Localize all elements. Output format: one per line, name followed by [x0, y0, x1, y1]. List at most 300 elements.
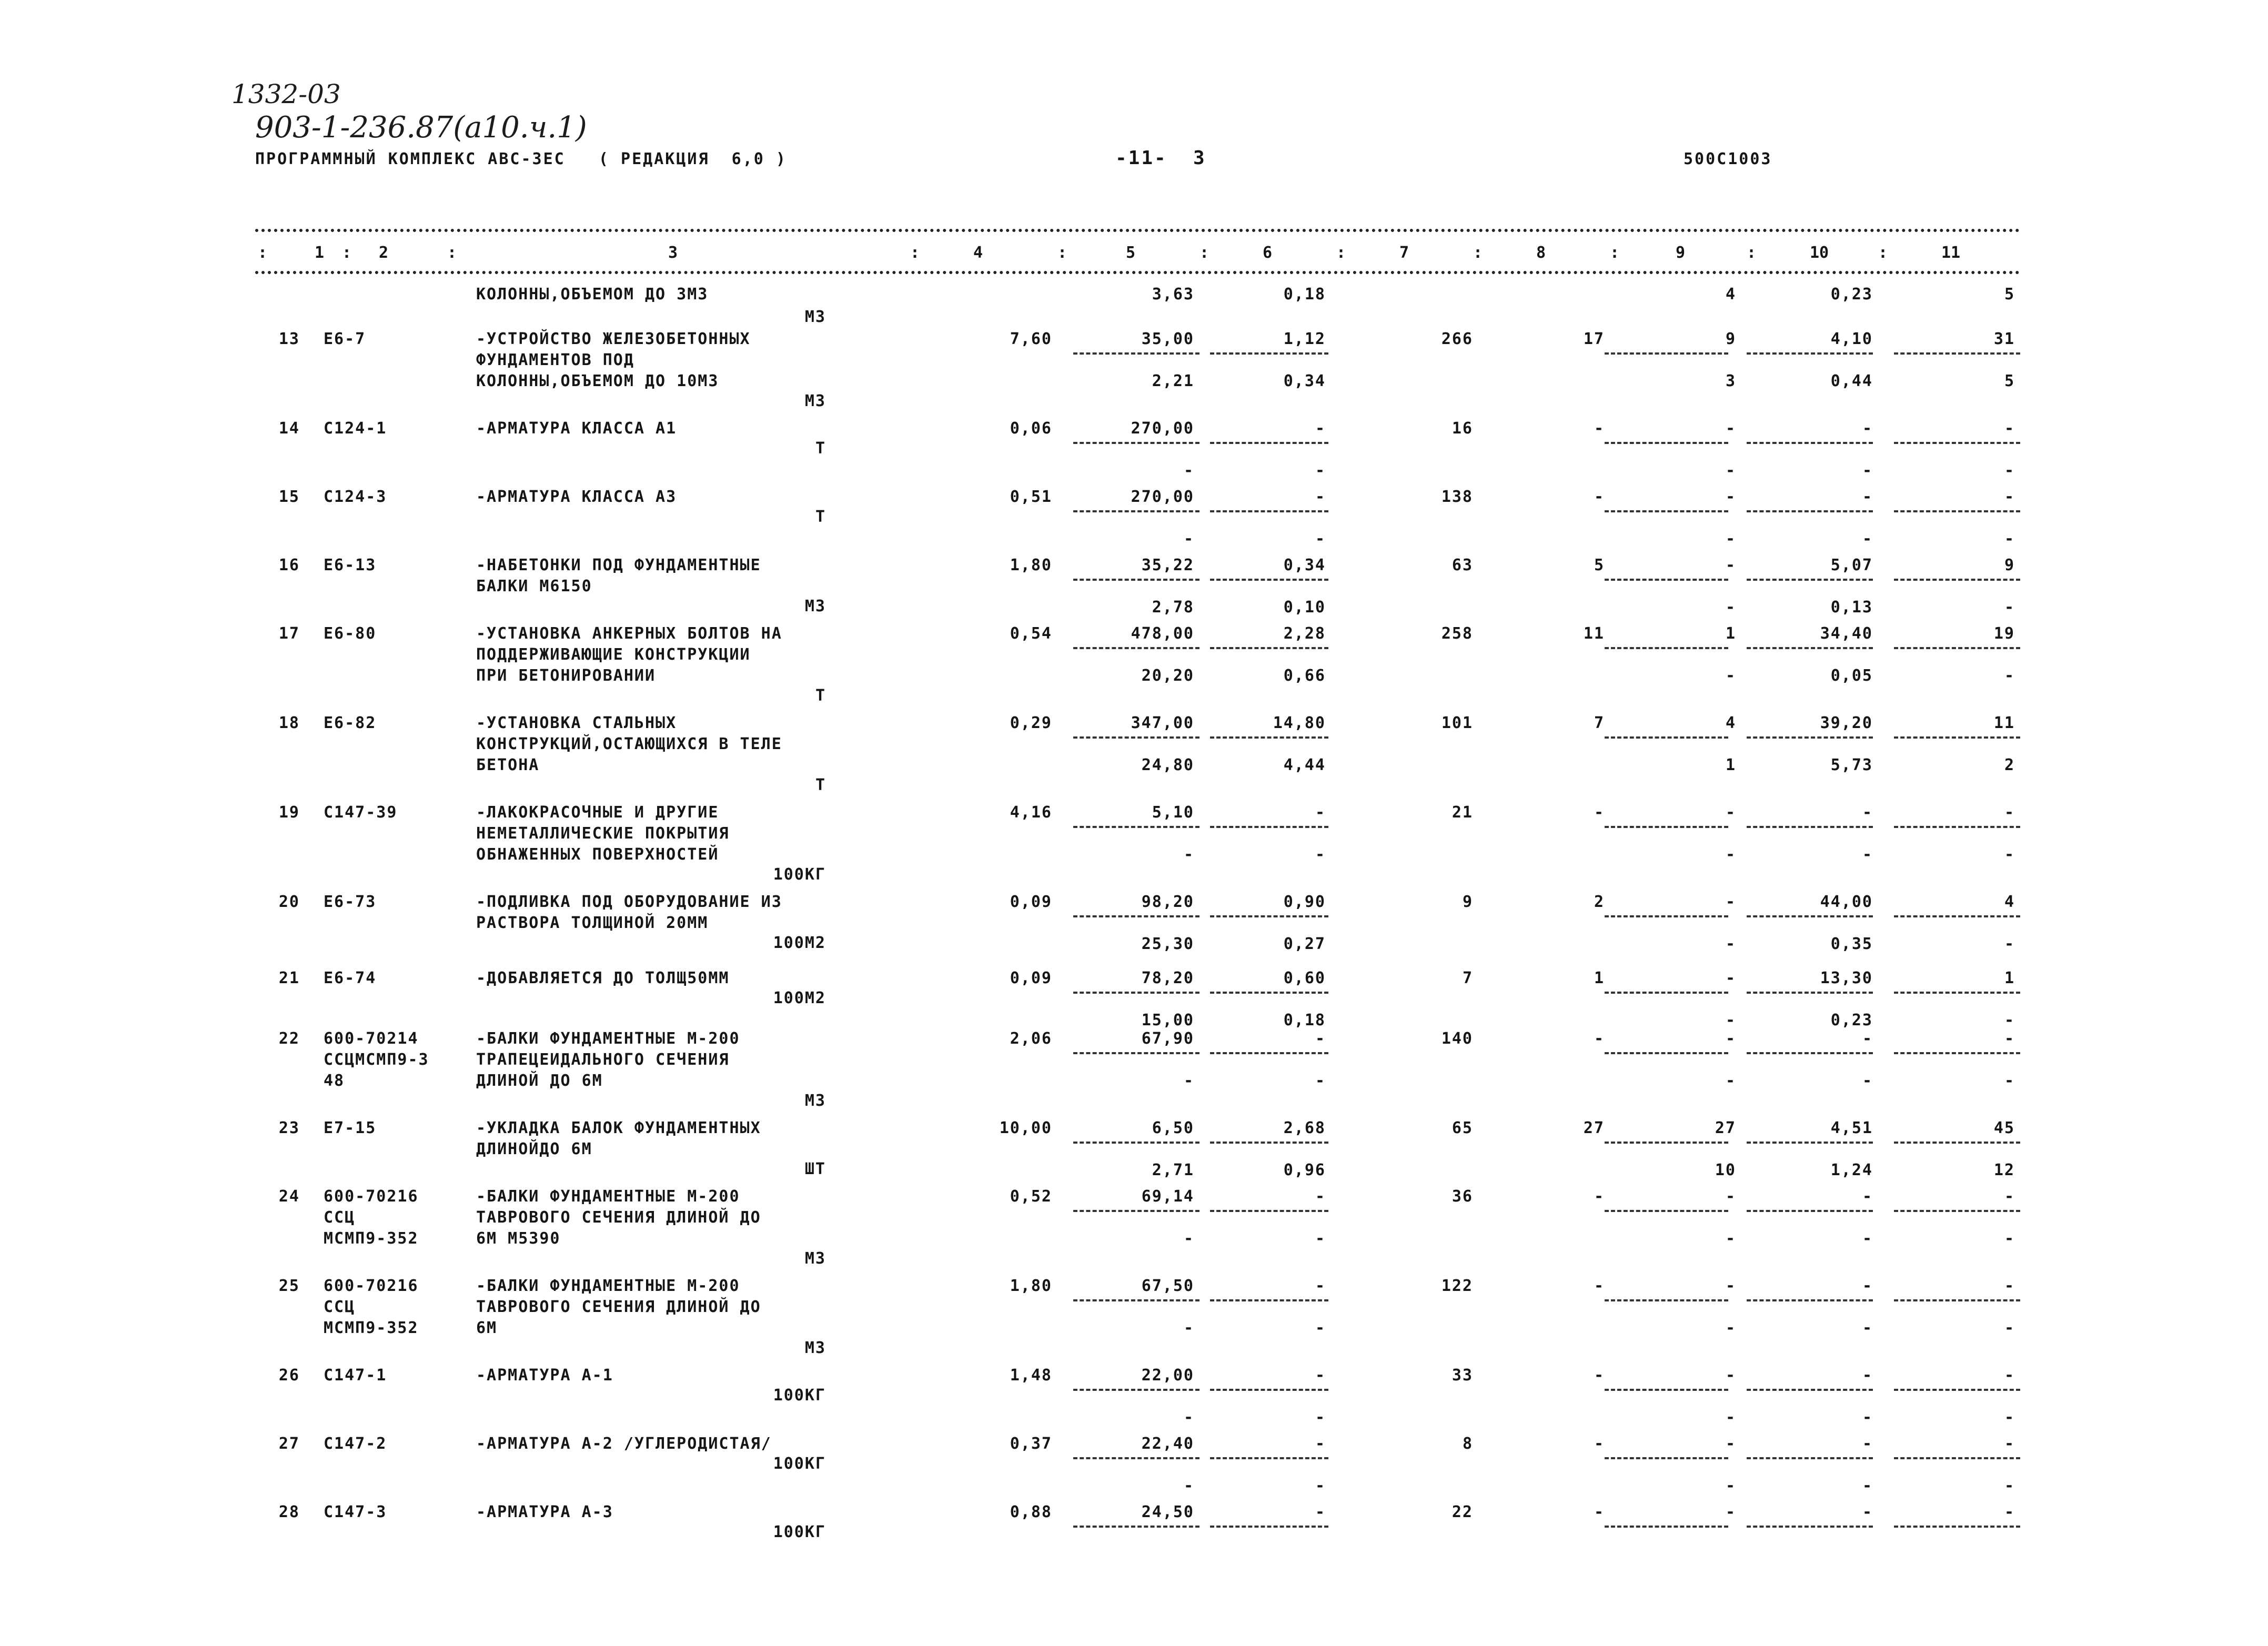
row-col4: 1,48 — [1010, 1366, 1052, 1385]
row-col5: 5,10 — [1152, 803, 1194, 822]
row-number: 14 — [278, 419, 300, 438]
row-number: 21 — [278, 969, 300, 987]
row-description: -ПОДЛИВКА ПОД ОБОРУДОВАНИЕ ИЗ РАСТВОРА ТОЛЩИНОЙ 20ММ — [476, 893, 782, 932]
row-divider — [1073, 1142, 1199, 1144]
row-col5: 478,00 — [1131, 624, 1194, 643]
row-col6: 0,34 — [1283, 556, 1326, 574]
row-divider — [1747, 1210, 1873, 1212]
column-divider: : — [1057, 244, 1067, 262]
row-divider — [1747, 1299, 1873, 1301]
row-divider — [1894, 992, 2020, 994]
row-col9: - — [1725, 488, 1736, 506]
row-sub-col6: - — [1315, 845, 1326, 864]
row-divider — [1073, 442, 1199, 444]
row-sub-col9: - — [1725, 935, 1736, 953]
row-sub-col11: - — [2004, 667, 2015, 685]
row-description: -АРМАТУРА А-2 /УГЛЕРОДИСТАЯ/ — [476, 1435, 772, 1453]
row-col10: - — [1862, 1029, 1873, 1048]
row-code: С147-39 — [324, 803, 398, 822]
row-col7: 266 — [1441, 330, 1473, 348]
row-sub-col11: - — [2004, 845, 2015, 864]
row-col7: 101 — [1441, 714, 1473, 732]
row-sub-col9: - — [1725, 1477, 1736, 1495]
column-divider: : — [1878, 244, 1888, 262]
row-col11: - — [2004, 1435, 2015, 1453]
row-col7: 140 — [1441, 1029, 1473, 1048]
row-sub-col10: - — [1862, 1072, 1873, 1090]
row-sub-col11: - — [2004, 1229, 2015, 1248]
row-divider — [1073, 1526, 1199, 1528]
row-divider — [1894, 579, 2020, 581]
row-col8: 2 — [1594, 893, 1605, 911]
row-divider — [1073, 736, 1199, 739]
row-col6: - — [1315, 1503, 1326, 1521]
row-col7: 16 — [1451, 419, 1473, 438]
row-sub-col10: 0,13 — [1830, 598, 1873, 617]
row-sub-col6: - — [1315, 1477, 1326, 1495]
row-col11: 11 — [1993, 714, 2015, 732]
row-col4: 0,88 — [1010, 1503, 1052, 1521]
row-divider — [1073, 1052, 1199, 1054]
row-col4: 1,80 — [1010, 1277, 1052, 1295]
row-col9: - — [1725, 556, 1736, 574]
row-sub-col9: - — [1725, 667, 1736, 685]
row-col10: - — [1862, 803, 1873, 822]
row-col10: 39,20 — [1820, 714, 1873, 732]
row-sub-col6: 0,96 — [1283, 1161, 1326, 1179]
row-divider — [1210, 1299, 1328, 1301]
row-sub-col6: - — [1315, 530, 1326, 548]
row-divider — [1605, 1389, 1728, 1391]
row-sub-col11: - — [2004, 1477, 2015, 1495]
program-title: ПРОГРАММНЫЙ КОМПЛЕКС АВС-3ЕС ( РЕДАКЦИЯ 6,0 ) — [255, 150, 787, 168]
row-divider — [1073, 915, 1199, 917]
row-col5: 22,00 — [1141, 1366, 1194, 1385]
row-col6: - — [1315, 488, 1326, 506]
row-col9: 9 — [1725, 330, 1736, 348]
row-divider — [1605, 352, 1728, 355]
row-col5: 24,50 — [1141, 1503, 1194, 1521]
row-col11: - — [2004, 419, 2015, 438]
row-number: 16 — [278, 556, 300, 574]
row-col4: 1,80 — [1010, 556, 1052, 574]
row-divider — [1073, 826, 1199, 828]
row-divider — [1747, 647, 1873, 649]
row-divider — [1210, 352, 1328, 355]
row-divider — [1073, 992, 1199, 994]
row-col8: 17 — [1583, 330, 1605, 348]
row-description: -АРМАТУРА КЛАССА А3 — [476, 488, 677, 506]
row-col5: 35,00 — [1141, 330, 1194, 348]
page-number: -11- 3 — [1115, 147, 1206, 169]
row-col8: - — [1594, 1029, 1605, 1048]
row-divider — [1073, 1389, 1199, 1391]
row-col4: 4,16 — [1010, 803, 1052, 822]
row-sub-col10: - — [1862, 461, 1873, 480]
row-code: 600-70214 ССЦМСМП9-3 48 — [324, 1029, 429, 1090]
row-divider — [1747, 1526, 1873, 1528]
continuation-col6: 0,18 — [1283, 285, 1326, 304]
row-sub-col5: 25,30 — [1141, 935, 1194, 953]
column-header: 7 — [1399, 244, 1409, 262]
row-divider — [1894, 352, 2020, 355]
row-divider — [1210, 510, 1328, 512]
row-description: -УСТАНОВКА СТАЛЬНЫХ КОНСТРУКЦИЙ,ОСТАЮЩИХСЯ В ТЕЛЕ БЕТОНА — [476, 714, 782, 774]
row-number: 24 — [278, 1187, 300, 1206]
row-number: 13 — [278, 330, 300, 348]
row-unit: 100КГ — [773, 865, 826, 884]
column-header: 1 — [315, 244, 325, 262]
row-sub-col5: - — [1183, 1072, 1194, 1090]
row-divider — [1894, 736, 2020, 739]
row-number: 18 — [278, 714, 300, 732]
row-col5: 67,50 — [1141, 1277, 1194, 1295]
row-number: 20 — [278, 893, 300, 911]
row-divider — [1073, 1457, 1199, 1459]
row-col10: 13,30 — [1820, 969, 1873, 987]
row-sub-col11: - — [2004, 935, 2015, 953]
row-divider — [1894, 1052, 2020, 1054]
row-description: -УКЛАДКА БАЛОК ФУНДАМЕНТНЫХ ДЛИНОЙДО 6М — [476, 1119, 761, 1158]
row-col7: 33 — [1451, 1366, 1473, 1385]
column-divider: : — [258, 244, 268, 262]
row-col7: 9 — [1462, 893, 1473, 911]
row-divider — [1210, 826, 1328, 828]
row-col9: - — [1725, 419, 1736, 438]
row-sub-col10: 0,35 — [1830, 935, 1873, 953]
row-col10: 44,00 — [1820, 893, 1873, 911]
row-divider — [1894, 1389, 2020, 1391]
row-code: Е6-82 — [324, 714, 377, 732]
row-col11: - — [2004, 1187, 2015, 1206]
row-sub-col6: 0,18 — [1283, 1011, 1326, 1029]
row-col8: 5 — [1594, 556, 1605, 574]
row-divider — [1894, 826, 2020, 828]
row-sub-col5: - — [1183, 1319, 1194, 1337]
row-sub-col11: - — [2004, 530, 2015, 548]
row-col4: 0,09 — [1010, 893, 1052, 911]
row-col11: 4 — [2004, 893, 2015, 911]
row-col6: - — [1315, 419, 1326, 438]
row-unit: М3 — [804, 1092, 826, 1110]
row-col11: - — [2004, 803, 2015, 822]
column-divider: : — [342, 244, 352, 262]
row-sub-col5: 2,78 — [1152, 598, 1194, 617]
row-sub-col11: 5 — [2004, 372, 2015, 390]
row-divider — [1747, 352, 1873, 355]
row-sub-col6: - — [1315, 1319, 1326, 1337]
handwritten-project: 903-1-236.87(а10.ч.1) — [255, 110, 587, 145]
row-number: 19 — [278, 803, 300, 822]
row-divider — [1894, 647, 2020, 649]
column-header: 2 — [379, 244, 389, 262]
handwritten-code: 1332-03 — [231, 79, 341, 109]
row-divider — [1073, 352, 1199, 355]
row-col4: 0,29 — [1010, 714, 1052, 732]
row-sub-col5: 20,20 — [1141, 667, 1194, 685]
row-sub-col11: - — [2004, 1072, 2015, 1090]
row-description: -АРМАТУРА КЛАССА А1 — [476, 419, 677, 438]
row-divider — [1210, 647, 1328, 649]
row-col8: - — [1594, 419, 1605, 438]
row-col11: 45 — [1993, 1119, 2015, 1137]
row-number: 26 — [278, 1366, 300, 1385]
continuation-col5: 3,63 — [1152, 285, 1194, 304]
row-unit: 100КГ — [773, 1523, 826, 1541]
row-col6: - — [1315, 803, 1326, 822]
column-header: 10 — [1810, 244, 1829, 262]
row-code: 600-70216 ССЦ МСМП9-352 — [324, 1277, 419, 1337]
row-col9: 4 — [1725, 714, 1736, 732]
row-col11: - — [2004, 488, 2015, 506]
row-divider — [1210, 736, 1328, 739]
row-divider — [1605, 915, 1728, 917]
continuation-unit: М3 — [804, 308, 826, 326]
row-sub-col6: 0,10 — [1283, 598, 1326, 617]
row-divider — [1747, 1457, 1873, 1459]
row-sub-col10: 1,24 — [1830, 1161, 1873, 1179]
row-code: Е7-15 — [324, 1119, 377, 1137]
row-code: 600-70216 ССЦ МСМП9-352 — [324, 1187, 419, 1248]
row-col7: 138 — [1441, 488, 1473, 506]
row-col7: 36 — [1451, 1187, 1473, 1206]
column-header: 9 — [1676, 244, 1686, 262]
row-divider — [1605, 1210, 1728, 1212]
row-col11: 19 — [1993, 624, 2015, 643]
row-divider — [1747, 826, 1873, 828]
row-unit: 100КГ — [773, 1386, 826, 1405]
row-col6: 0,60 — [1283, 969, 1326, 987]
row-col9: 27 — [1715, 1119, 1736, 1137]
top-rule — [255, 229, 2020, 232]
row-divider — [1210, 1526, 1328, 1528]
row-col6: 1,12 — [1283, 330, 1326, 348]
row-col10: - — [1862, 1277, 1873, 1295]
row-col10: 4,10 — [1830, 330, 1873, 348]
row-description: -УСТРОЙСТВО ЖЕЛЕЗОБЕТОННЫХ ФУНДАМЕНТОВ ПОД КОЛОННЫ,ОБЪЕМОМ ДО 10М3 — [476, 330, 751, 390]
row-divider — [1894, 1526, 2020, 1528]
row-unit: 100М2 — [773, 934, 826, 952]
row-col5: 6,50 — [1152, 1119, 1194, 1137]
row-col6: 14,80 — [1273, 714, 1326, 732]
row-sub-col10: - — [1862, 845, 1873, 864]
row-col6: - — [1315, 1277, 1326, 1295]
row-sub-col11: - — [2004, 598, 2015, 617]
row-divider — [1894, 1210, 2020, 1212]
row-sub-col11: - — [2004, 1011, 2015, 1029]
row-col6: 2,28 — [1283, 624, 1326, 643]
row-divider — [1605, 1526, 1728, 1528]
row-unit: М3 — [804, 597, 826, 615]
row-divider — [1605, 1052, 1728, 1054]
row-col9: - — [1725, 893, 1736, 911]
row-divider — [1210, 1389, 1328, 1391]
row-col10: 5,07 — [1830, 556, 1873, 574]
row-col7: 65 — [1451, 1119, 1473, 1137]
row-col9: - — [1725, 969, 1736, 987]
row-code: Е6-13 — [324, 556, 377, 574]
row-divider — [1605, 647, 1728, 649]
row-sub-col6: - — [1315, 1408, 1326, 1427]
row-divider — [1210, 442, 1328, 444]
row-sub-col5: 2,21 — [1152, 372, 1194, 390]
row-divider — [1747, 1389, 1873, 1391]
row-number: 23 — [278, 1119, 300, 1137]
row-divider — [1605, 992, 1728, 994]
row-unit: Т — [815, 776, 826, 794]
row-divider — [1073, 1299, 1199, 1301]
row-divider — [1747, 915, 1873, 917]
row-unit: Т — [815, 439, 826, 458]
row-unit: М3 — [804, 1339, 826, 1357]
row-divider — [1073, 1210, 1199, 1212]
row-code: С124-3 — [324, 488, 387, 506]
column-divider: : — [1336, 244, 1346, 262]
row-divider — [1210, 1052, 1328, 1054]
row-description: -АРМАТУРА А-1 — [476, 1366, 613, 1385]
row-sub-col11: - — [2004, 1319, 2015, 1337]
row-sub-col9: - — [1725, 1011, 1736, 1029]
row-number: 17 — [278, 624, 300, 643]
row-code: С147-3 — [324, 1503, 387, 1521]
column-divider: : — [1747, 244, 1757, 262]
row-code: С147-2 — [324, 1435, 387, 1453]
row-divider — [1605, 1299, 1728, 1301]
column-divider: : — [1610, 244, 1620, 262]
row-number: 25 — [278, 1277, 300, 1295]
row-col6: - — [1315, 1029, 1326, 1048]
row-col8: - — [1594, 1366, 1605, 1385]
row-col4: 0,06 — [1010, 419, 1052, 438]
row-sub-col10: 0,23 — [1830, 1011, 1873, 1029]
row-sub-col9: - — [1725, 845, 1736, 864]
row-code: Е6-73 — [324, 893, 377, 911]
row-col8: 1 — [1594, 969, 1605, 987]
row-unit: Т — [815, 686, 826, 705]
column-header: 8 — [1536, 244, 1546, 262]
row-code: Е6-80 — [324, 624, 377, 643]
row-sub-col11: - — [2004, 461, 2015, 480]
row-col8: - — [1594, 1187, 1605, 1206]
column-header: 3 — [668, 244, 678, 262]
row-col5: 67,90 — [1141, 1029, 1194, 1048]
row-col6: - — [1315, 1435, 1326, 1453]
column-header: 6 — [1263, 244, 1273, 262]
row-col10: 4,51 — [1830, 1119, 1873, 1137]
row-col7: 63 — [1451, 556, 1473, 574]
row-sub-col5: - — [1183, 1477, 1194, 1495]
row-col7: 21 — [1451, 803, 1473, 822]
row-sub-col5: - — [1183, 1408, 1194, 1427]
row-col11: - — [2004, 1277, 2015, 1295]
row-sub-col10: - — [1862, 1229, 1873, 1248]
row-col5: 69,14 — [1141, 1187, 1194, 1206]
row-col8: 7 — [1594, 714, 1605, 732]
row-col5: 22,40 — [1141, 1435, 1194, 1453]
row-sub-col9: - — [1725, 1229, 1736, 1248]
column-header: 5 — [1126, 244, 1136, 262]
row-divider — [1210, 1457, 1328, 1459]
row-sub-col6: 0,27 — [1283, 935, 1326, 953]
row-unit: М3 — [804, 1249, 826, 1268]
row-sub-col6: 0,34 — [1283, 372, 1326, 390]
row-sub-col9: 1 — [1725, 756, 1736, 774]
row-unit: М3 — [804, 392, 826, 410]
row-col10: 34,40 — [1820, 624, 1873, 643]
row-sub-col6: - — [1315, 461, 1326, 480]
row-col7: 7 — [1462, 969, 1473, 987]
row-sub-col10: 0,05 — [1830, 667, 1873, 685]
row-code: Е6-74 — [324, 969, 377, 987]
row-divider — [1073, 579, 1199, 581]
row-number: 22 — [278, 1029, 300, 1048]
row-col5: 78,20 — [1141, 969, 1194, 987]
row-sub-col10: - — [1862, 1408, 1873, 1427]
row-col4: 7,60 — [1010, 330, 1052, 348]
row-divider — [1894, 442, 2020, 444]
row-code: С147-1 — [324, 1366, 387, 1385]
row-divider — [1747, 992, 1873, 994]
row-sub-col9: - — [1725, 598, 1736, 617]
row-sub-col6: 4,44 — [1283, 756, 1326, 774]
row-divider — [1605, 510, 1728, 512]
row-sub-col6: - — [1315, 1229, 1326, 1248]
row-sub-col11: 12 — [1993, 1161, 2015, 1179]
row-divider — [1210, 579, 1328, 581]
row-description: -ДОБАВЛЯЕТСЯ ДО ТОЛЩ50ММ — [476, 969, 730, 987]
row-col8: 11 — [1583, 624, 1605, 643]
row-col10: - — [1862, 1435, 1873, 1453]
row-col8: - — [1594, 803, 1605, 822]
row-col7: 22 — [1451, 1503, 1473, 1521]
row-description: -БАЛКИ ФУНДАМЕНТНЫЕ М-200 ТАВРОВОГО СЕЧЕНИЯ ДЛИНОЙ ДО 6М М5390 — [476, 1187, 761, 1248]
row-divider — [1210, 992, 1328, 994]
row-col8: - — [1594, 1503, 1605, 1521]
row-divider — [1605, 1142, 1728, 1144]
row-col8: - — [1594, 1277, 1605, 1295]
row-col11: 31 — [1993, 330, 2015, 348]
row-col9: - — [1725, 803, 1736, 822]
row-code: Е6-7 — [324, 330, 366, 348]
row-description: -БАЛКИ ФУНДАМЕНТНЫЕ М-200 ТРАПЕЦЕИДАЛЬНОГО СЕЧЕНИЯ ДЛИНОЙ ДО 6М — [476, 1029, 740, 1090]
row-col11: - — [2004, 1029, 2015, 1048]
row-sub-col9: - — [1725, 1408, 1736, 1427]
row-col11: 1 — [2004, 969, 2015, 987]
row-sub-col9: - — [1725, 1072, 1736, 1090]
row-col9: - — [1725, 1187, 1736, 1206]
row-sub-col6: - — [1315, 1072, 1326, 1090]
row-col6: - — [1315, 1366, 1326, 1385]
row-col9: - — [1725, 1503, 1736, 1521]
header-bottom-rule — [255, 271, 2020, 274]
row-description: -БАЛКИ ФУНДАМЕНТНЫЕ М-200 ТАВРОВОГО СЕЧЕНИЯ ДЛИНОЙ ДО 6М — [476, 1277, 761, 1337]
row-sub-col10: 0,44 — [1830, 372, 1873, 390]
row-col4: 0,37 — [1010, 1435, 1052, 1453]
row-sub-col11: - — [2004, 1408, 2015, 1427]
row-number: 27 — [278, 1435, 300, 1453]
row-divider — [1894, 915, 2020, 917]
row-col5: 347,00 — [1131, 714, 1194, 732]
row-sub-col5: - — [1183, 1229, 1194, 1248]
row-divider — [1747, 1052, 1873, 1054]
column-divider: : — [447, 244, 457, 262]
row-sub-col9: - — [1725, 461, 1736, 480]
row-divider — [1073, 647, 1199, 649]
row-col6: - — [1315, 1187, 1326, 1206]
continuation-col9: 4 — [1725, 285, 1736, 304]
row-sub-col5: 15,00 — [1141, 1011, 1194, 1029]
row-sub-col10: 5,73 — [1830, 756, 1873, 774]
